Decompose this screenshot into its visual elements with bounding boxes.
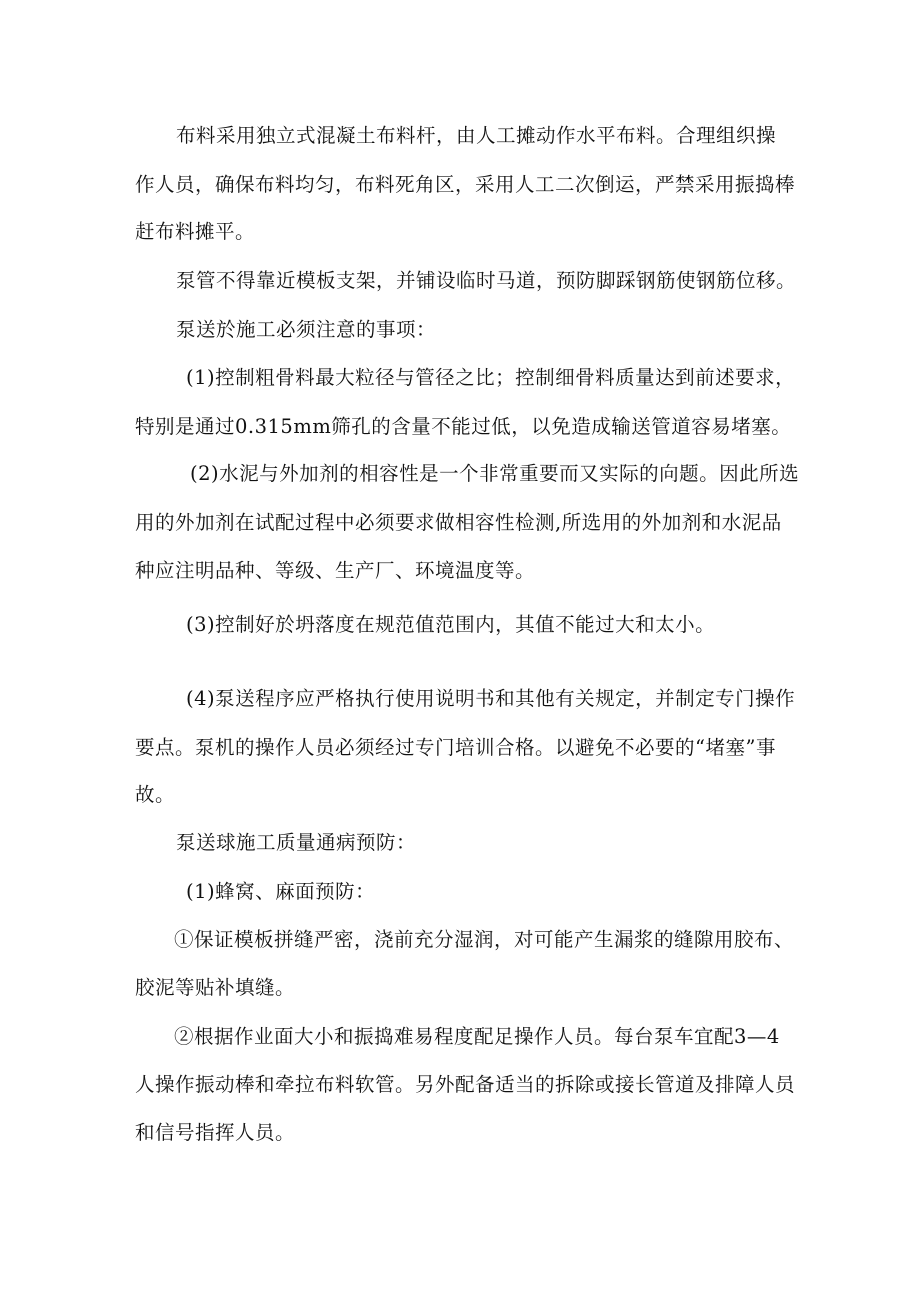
text-line: 泵送於施工必须注意的事项： [176, 318, 437, 341]
text-line: 故。 [135, 783, 176, 806]
text-line: 泵送球施工质量通病预防： [176, 831, 417, 854]
text-line: 泵管不得靠近模板支架，并铺设临时马道，预防脚踩钢筋使钢筋位移。 [176, 269, 797, 292]
text-line: (2)水泥与外加剂的相容性是一个非常重要而又实际的向题。因此所选 [190, 462, 800, 485]
text-line: (1)控制粗骨料最大粒径与管径之比；控制细骨料质量达到前述要求， [186, 366, 796, 389]
text-line: 胶泥等贴补填缝。 [135, 976, 296, 999]
text-line: 作人员，确保布料均匀，布料死角区，采用人工二次倒运，严禁采用振捣棒 [135, 173, 796, 196]
text-line: 种应注明品种、等级、生产厂、环境温度等。 [135, 559, 536, 582]
text-line: 特别是通过0.315mm筛孔的含量不能过低，以免造成输送管道容易堵塞。 [135, 415, 792, 438]
text-line: ①保证模板拼缝严密，浇前充分湿润，对可能产生漏浆的缝隙用胶布、 [174, 928, 795, 951]
text-line: 要点。泵机的操作人员必须经过专门培训合格。以避免不必要的“堵塞”事 [135, 736, 776, 759]
text-line: (3)控制好於坍落度在规范值范围内，其值不能过大和太小。 [186, 613, 716, 636]
text-line: 布料采用独立式混凝土布料杆，由人工摊动作水平布料。合理组织操 [176, 124, 777, 147]
text-line: (1)蜂窝、麻面预防： [186, 880, 376, 903]
text-line: 和信号指挥人员。 [135, 1121, 296, 1144]
text-line: 赶布料摊平。 [135, 220, 256, 243]
text-line: ②根据作业面大小和振捣难易程度配足操作人员。每台泵车宜配3—4 [174, 1025, 780, 1048]
text-line: 用的外加剂在试配过程中必须要求做相容性检测,所选用的外加剂和水泥品 [135, 511, 782, 534]
text-line: 人操作振动棒和牵拉布料软管。另外配备适当的拆除或接长管道及排障人员 [135, 1073, 796, 1096]
text-line: (4)泵送程序应严格执行使用说明书和其他有关规定，并制定专门操作 [186, 687, 796, 710]
